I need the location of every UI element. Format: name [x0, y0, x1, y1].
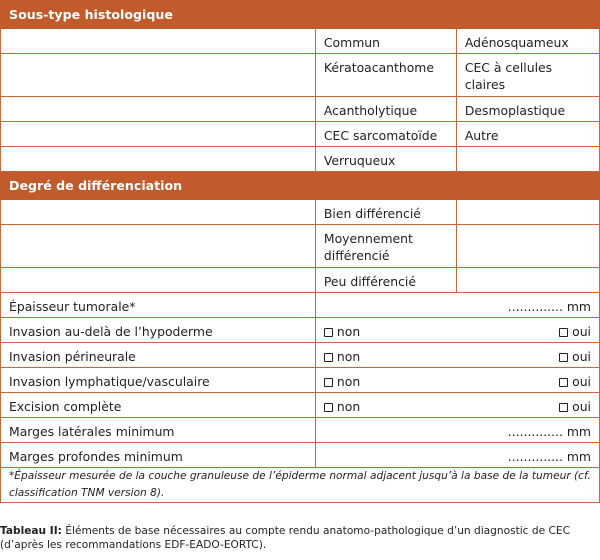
histology-option: [456, 147, 599, 172]
measure-label: Excision complète: [1, 393, 316, 418]
table-row: [1, 29, 600, 54]
measure-value-field: .............. mm: [315, 418, 599, 443]
section-title: Degré de différenciation: [1, 172, 600, 200]
histology-option: Acantholytique: [315, 97, 456, 122]
histology-option: Adénosquameux: [456, 29, 599, 54]
differentiation-option: Moyennement différencié: [315, 225, 456, 268]
footnote: *Épaisseur mesurée de la couche granuleuse de l’épiderme normal adjacent jusqu’à la base de la tumeur (cf. classification TNM version 8).: [1, 468, 600, 503]
checkbox-icon: [559, 403, 568, 412]
differentiation-option: Bien différencié: [315, 200, 456, 225]
table-row: [1, 200, 600, 225]
table-row: [1, 268, 600, 293]
section-title: Sous-type histologique: [1, 1, 600, 29]
table-row: [1, 393, 600, 418]
checkbox-oui[interactable]: oui: [559, 348, 591, 365]
histology-option: CEC à cellules claires: [456, 54, 599, 97]
checkbox-icon: [559, 378, 568, 387]
histology-option: Desmoplastique: [456, 97, 599, 122]
table-row: [1, 97, 600, 122]
section-header-histology: [1, 1, 600, 29]
checkbox-non[interactable]: non: [324, 398, 360, 415]
table-row: [1, 147, 600, 172]
measure-label: Invasion périneurale: [1, 343, 316, 368]
histology-option: Kératoacanthome: [315, 54, 456, 97]
measure-label: Invasion lymphatique/vasculaire: [1, 368, 316, 393]
table-row: [1, 318, 600, 343]
table-row: [1, 293, 600, 318]
checkbox-oui[interactable]: oui: [559, 398, 591, 415]
histology-option: Commun: [315, 29, 456, 54]
checkbox-icon: [324, 403, 333, 412]
caption-text: Éléments de base nécessaires au compte rendu anatomo-pathologique d’un diagnostic de CEC (d’après les recommandations EDF-EADO-EORTC).: [0, 525, 570, 551]
histology-option: Verruqueux: [315, 147, 456, 172]
checkbox-oui[interactable]: oui: [559, 323, 591, 340]
table-row: [1, 443, 600, 468]
measure-label: Épaisseur tumorale*: [1, 293, 316, 318]
measure-label: Invasion au-delà de l’hypoderme: [1, 318, 316, 343]
checkbox-icon: [324, 353, 333, 362]
measure-label: Marges profondes minimum: [1, 443, 316, 468]
table-row: [1, 343, 600, 368]
checkbox-icon: [324, 328, 333, 337]
caption-label: Tableau II:: [0, 525, 62, 537]
checkbox-icon: [559, 353, 568, 362]
checkbox-oui[interactable]: oui: [559, 373, 591, 390]
checkbox-non[interactable]: non: [324, 373, 360, 390]
histology-option: CEC sarcomatoïde: [315, 122, 456, 147]
histology-option: Autre: [456, 122, 599, 147]
measure-label: Marges latérales minimum: [1, 418, 316, 443]
measure-value-field: .............. mm: [315, 443, 599, 468]
checkbox-icon: [324, 378, 333, 387]
checkbox-non[interactable]: non: [324, 348, 360, 365]
footnote-row: [1, 468, 600, 503]
checkbox-non[interactable]: non: [324, 323, 360, 340]
table-row: [1, 122, 600, 147]
table-row: [1, 225, 600, 268]
differentiation-option: Peu différencié: [315, 268, 456, 293]
table-row: [1, 368, 600, 393]
checkbox-icon: [559, 328, 568, 337]
table-row: [1, 418, 600, 443]
table-row: [1, 54, 600, 97]
measure-value-field: .............. mm: [315, 293, 599, 318]
section-header-differentiation: [1, 172, 600, 200]
table-caption: [0, 524, 600, 552]
